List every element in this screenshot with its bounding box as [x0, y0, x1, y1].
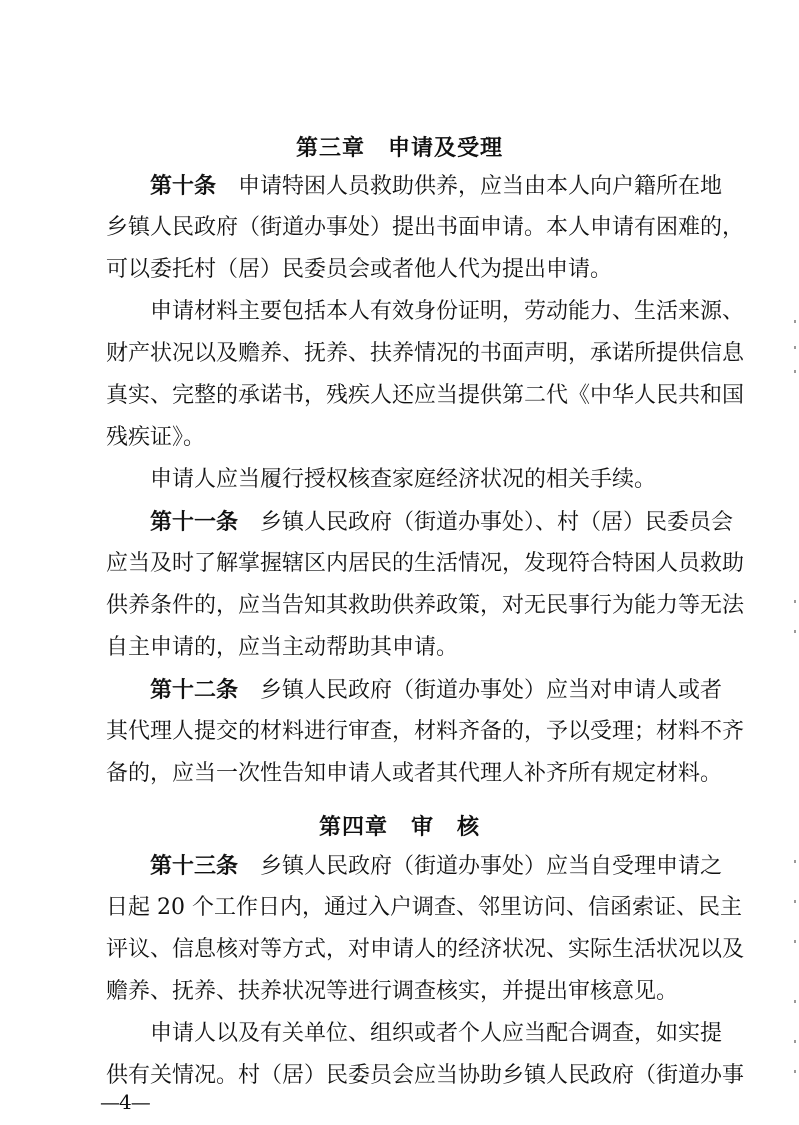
materials-line-3: 真实、完整的承诺书，残疾人还应当提供第二代《中华人民共和国 [106, 383, 745, 408]
scan-edge-marks [794, 300, 797, 1100]
authorization-line-1: 申请人应当履行授权核查家庭经济状况的相关手续。 [150, 467, 657, 492]
chapter-4-heading: 第四章 审 核 [318, 814, 480, 840]
article-11-label: 第十一条 [150, 509, 239, 535]
article-12-line-2: 其代理人提交的材料进行审查，材料齐备的，予以受理；材料不齐 [106, 719, 745, 744]
article-13-line-1 [150, 852, 723, 881]
materials-line-1: 申请材料主要包括本人有效身份证明，劳动能力、生活来源、 [150, 299, 745, 324]
article-13-line-4: 赡养、抚养、扶养状况等进行调查核实，并提出审核意见。 [106, 979, 679, 1004]
materials-line-2: 财产状况以及赡养、抚养、扶养情况的书面声明，承诺所提供信息 [106, 341, 745, 366]
article-11-line-3: 供养条件的，应当告知其救助供养政策，对无民事行为能力等无法 [106, 593, 745, 618]
article-10-line-1 [150, 172, 723, 201]
article-13-label: 第十三条 [150, 853, 239, 879]
article-11-line-2: 应当及时了解掌握辖区内居民的生活情况，发现符合特困人员救助 [106, 551, 745, 576]
article-13-text-1: 乡镇人民政府（街道办事处）应当自受理申请之 [260, 854, 723, 879]
article-11-line-1 [150, 508, 734, 537]
article-12-label: 第十二条 [150, 677, 239, 703]
article-10-line-3: 可以委托村（居）民委员会或者他人代为提出申请。 [106, 257, 613, 282]
article-12-line-3: 备的，应当一次性告知申请人或者其代理人补齐所有规定材料。 [106, 761, 723, 786]
article-13-line-2: 日起 20 个工作日内，通过入户调查、邻里访问、信函索证、民主 [106, 895, 742, 920]
article-10-text-1: 申请特困人员救助供养，应当由本人向户籍所在地 [238, 174, 723, 199]
article-11-text-1: 乡镇人民政府（街道办事处）、村（居）民委员会 [260, 510, 734, 535]
cooperation-line-1: 申请人以及有关单位、组织或者个人应当配合调查，如实提 [150, 1021, 723, 1046]
chapter-3-heading: 第三章 申请及受理 [295, 135, 503, 161]
materials-line-4: 残疾证》。 [106, 425, 206, 450]
cooperation-line-2: 供有关情况。村（居）民委员会应当协助乡镇人民政府（街道办事 [106, 1063, 745, 1088]
article-10-line-2: 乡镇人民政府（街道办事处）提出书面申请。本人申请有困难的， [106, 215, 745, 240]
article-11-line-4: 自主申请的，应当主动帮助其申请。 [106, 635, 459, 660]
article-12-line-1 [150, 676, 723, 705]
article-13-line-3: 评议、信息核对等方式，对申请人的经济状况、实际生活状况以及 [106, 937, 745, 962]
page-number: —4— [100, 1090, 150, 1114]
article-10-label: 第十条 [150, 173, 217, 199]
article-12-text-1: 乡镇人民政府（街道办事处）应当对申请人或者 [260, 678, 723, 703]
